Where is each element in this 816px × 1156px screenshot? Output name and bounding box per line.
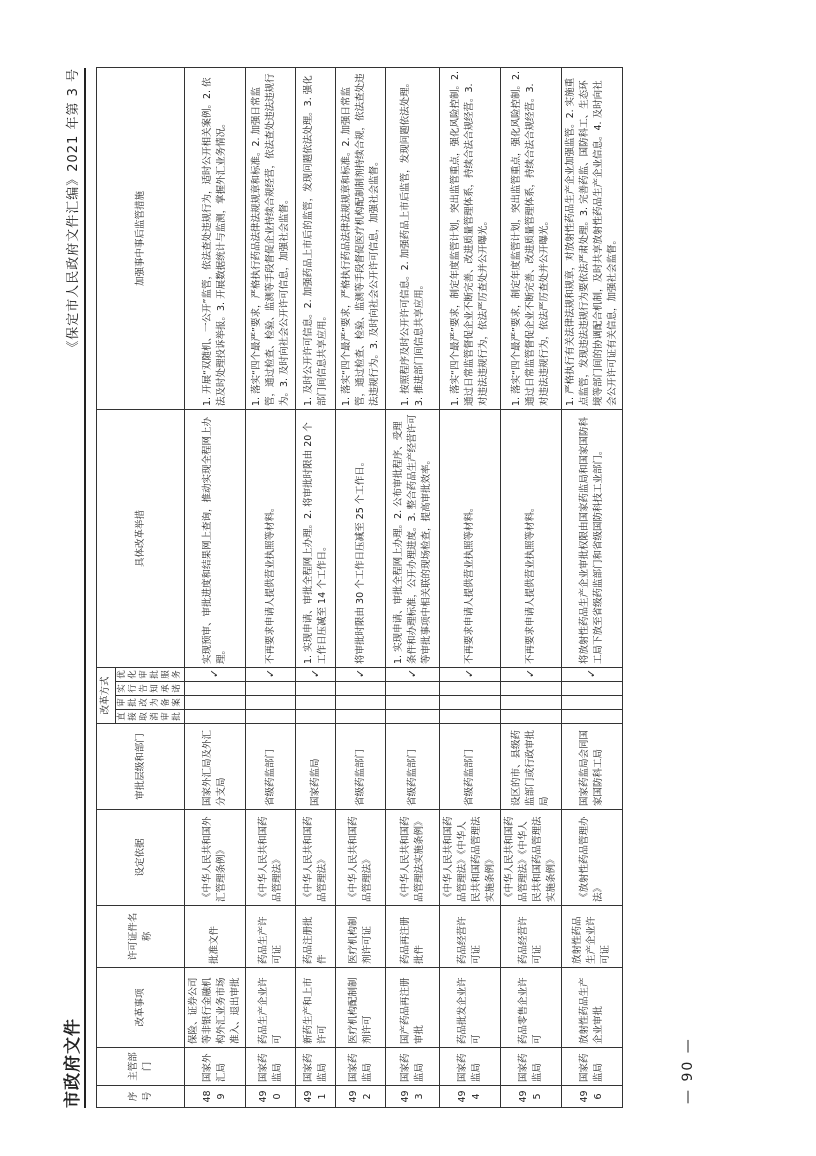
header-dept: 主管部门 xyxy=(97,1048,185,1086)
row-license: 批准文件 xyxy=(185,906,246,968)
row-item: 药品零售企业许可 xyxy=(501,968,562,1048)
row-basis: 《放射性药品管理办法》 xyxy=(562,810,623,906)
method-cancel-cell xyxy=(185,710,246,724)
row-level: 省级药监部门 xyxy=(386,724,440,810)
row-level: 国家外汇局及外汇分支局 xyxy=(185,724,246,810)
header-method-group: 改革方式 xyxy=(97,667,116,723)
reform-table xyxy=(96,67,623,1108)
row-supervision: 1. 落实“四个最严”要求，制定年度监管计划，突出监管重点，强化风险控制。2. 通过日常监管督促企业不断完善、改进质量管理体系，持续合法合规经营。3. 对违法违规行为，依法严厉查处并公开曝光。 xyxy=(440,67,501,409)
header-level: 审批层级和部门 xyxy=(97,724,185,810)
method-optimize-check: ✓ xyxy=(246,667,296,681)
method-optimize-check: ✓ xyxy=(501,667,562,681)
header-left-title: 市政府文件 xyxy=(63,1018,83,1108)
rotated-page xyxy=(58,68,698,1108)
row-number: 490 xyxy=(246,1086,296,1108)
row-supervision: 1. 及时公开许可信息。2. 加强药品上市后的监管，发现问题依法处理。3. 强化部门间信息共享应用。 xyxy=(296,67,336,409)
header-method-cancel: 直接取消审批 xyxy=(116,710,185,724)
table-row xyxy=(386,67,440,1107)
method-cancel-cell xyxy=(386,710,440,724)
row-supervision: 1. 落实“四个最严”要求，严格执行药品法律法规规章和标准。2. 加强日常监管，通过检查、检验、监测等手段督促医疗机构配制制剂持续合规，依法查处违法违规行为。3. 及时向社会公开许可信息，加强社会监督。 xyxy=(336,67,386,409)
row-dept: 国家外汇局 xyxy=(185,1048,246,1086)
header-method-promise: 实行告知承诺 xyxy=(116,682,185,696)
method-filing-cell xyxy=(386,696,440,710)
row-dept: 国家药监局 xyxy=(562,1048,623,1086)
method-promise-cell xyxy=(562,682,623,696)
method-filing-cell xyxy=(296,696,336,710)
row-measures: 将审批时限由 30 个工作日压减至 25 个工作日。 xyxy=(336,409,386,667)
row-license: 放射性药品生产企业许可证 xyxy=(562,906,623,968)
row-measures: 1. 实现申请、审批全程网上办理。2. 将审批时限由 20 个工作日压减至 14 个工作日。 xyxy=(296,409,336,667)
row-basis: 《中华人民共和国药品管理法》 xyxy=(336,810,386,906)
row-dept: 国家药监局 xyxy=(246,1048,296,1086)
row-supervision: 1. 落实“四个最严”要求，制定年度监管计划，突出监管重点，强化风险控制。2. 通过日常监管督促企业不断完善、改进质量管理体系，持续合法合规经营。3. 对违法违规行为，依法严厉查处并公开曝光。 xyxy=(501,67,562,409)
row-supervision: 1. 开展“双随机、一公开”监管，依法查处违规行为，适时公开相关案例。2. 依法及时处理投诉举报。3. 开展数据统计与监测，掌握外汇业务情况。 xyxy=(185,67,246,409)
method-optimize-check: ✓ xyxy=(562,667,623,681)
row-number: 494 xyxy=(440,1086,501,1108)
method-filing-cell xyxy=(336,696,386,710)
method-cancel-cell xyxy=(440,710,501,724)
table-row xyxy=(440,67,501,1107)
row-license: 药品经营许可证 xyxy=(440,906,501,968)
method-filing-cell xyxy=(501,696,562,710)
row-license: 药品注册批件 xyxy=(296,906,336,968)
method-promise-cell xyxy=(185,682,246,696)
row-item: 放射性药品生产企业审批 xyxy=(562,968,623,1048)
row-license: 药品经营许可证 xyxy=(501,906,562,968)
header-measures: 具体改革举措 xyxy=(97,409,185,667)
row-basis: 《中华人民共和国药品管理法》《中华人民共和国药品管理法实施条例》 xyxy=(501,810,562,906)
row-measures: 不再要求申请人提供营业执照等材料。 xyxy=(246,409,296,667)
method-promise-cell xyxy=(386,682,440,696)
method-promise-cell xyxy=(246,682,296,696)
method-cancel-cell xyxy=(336,710,386,724)
row-dept: 国家药监局 xyxy=(386,1048,440,1086)
row-item: 药品批发企业许可 xyxy=(440,968,501,1048)
header-basis: 设定依据 xyxy=(97,810,185,906)
header-no: 序号 xyxy=(97,1086,185,1108)
method-promise-cell xyxy=(296,682,336,696)
row-license: 药品再注册批件 xyxy=(386,906,440,968)
method-optimize-check: ✓ xyxy=(440,667,501,681)
row-item: 保险、证券公司等非银行金融机构外汇业务市场准入、退出审批 xyxy=(185,968,246,1048)
row-dept: 国家药监局 xyxy=(440,1048,501,1086)
row-number: 496 xyxy=(562,1086,623,1108)
row-supervision: 1. 落实“四个最严”要求，严格执行药品法律法规规章和标准。2. 加强日常监管，通过检查、检验、监测等手段督促企业持续合规经营，依法查处违法违规行为。3. 及时向社会公开许可信息，加强社会监督。 xyxy=(246,67,296,409)
row-dept: 国家药监局 xyxy=(336,1048,386,1086)
method-filing-cell xyxy=(562,696,623,710)
method-cancel-cell xyxy=(246,710,296,724)
method-promise-cell xyxy=(440,682,501,696)
method-cancel-cell xyxy=(562,710,623,724)
row-number: 495 xyxy=(501,1086,562,1108)
row-item: 新药生产和上市许可 xyxy=(296,968,336,1048)
header-rule xyxy=(84,68,86,1108)
row-measures: 1. 实现申请、审批全程网上办理。2. 公布审批程序、受理条件和办理标准，公开办理进度。3. 整合药品生产经营许可等审批事项中相关联的现场检查，提高审批效率。 xyxy=(386,409,440,667)
row-basis: 《中华人民共和国药品管理法实施条例》 xyxy=(386,810,440,906)
row-level: 省级药监部门 xyxy=(440,724,501,810)
row-level: 设区的市、县级药监部门或行政审批局 xyxy=(501,724,562,810)
row-basis: 《中华人民共和国药品管理法》《中华人民共和国药品管理法实施条例》 xyxy=(440,810,501,906)
row-number: 493 xyxy=(386,1086,440,1108)
method-promise-cell xyxy=(501,682,562,696)
page-number: — 90 — xyxy=(680,1037,696,1104)
row-license: 药品生产许可证 xyxy=(246,906,296,968)
row-number: 489 xyxy=(185,1086,246,1108)
table-row xyxy=(246,67,296,1107)
row-level: 国家药监局 xyxy=(296,724,336,810)
method-filing-cell xyxy=(246,696,296,710)
row-dept: 国家药监局 xyxy=(501,1048,562,1086)
row-supervision: 1. 按照程序及时公开许可信息。2. 加强药品上市后监管，发现问题依法处理。3. 推进部门间信息共享应用。 xyxy=(386,67,440,409)
row-dept: 国家药监局 xyxy=(296,1048,336,1086)
row-measures: 实现预审、审批进度和结果网上查询，推动实现全程网上办理。 xyxy=(185,409,246,667)
method-promise-cell xyxy=(336,682,386,696)
method-cancel-cell xyxy=(296,710,336,724)
row-number: 492 xyxy=(336,1086,386,1108)
method-optimize-check: ✓ xyxy=(336,667,386,681)
header-supervision: 加强事中事后监管措施 xyxy=(97,67,185,409)
header-method-optimize: 优化审批服务 xyxy=(116,667,185,681)
table-row xyxy=(336,67,386,1107)
method-optimize-check: ✓ xyxy=(185,667,246,681)
table-row xyxy=(185,67,246,1107)
header-method-filing: 审批改为备案 xyxy=(116,696,185,710)
table-row xyxy=(562,67,623,1107)
row-measures: 不再要求申请人提供营业执照等材料。 xyxy=(501,409,562,667)
row-item: 医疗机构配制制剂许可 xyxy=(336,968,386,1048)
row-level: 省级药监部门 xyxy=(336,724,386,810)
method-cancel-cell xyxy=(501,710,562,724)
row-basis: 《中华人民共和国外汇管理条例》 xyxy=(185,810,246,906)
row-level: 省级药监部门 xyxy=(246,724,296,810)
row-measures: 不再要求申请人提供营业执照等材料。 xyxy=(440,409,501,667)
row-item: 药品生产企业许可 xyxy=(246,968,296,1048)
table-row xyxy=(296,67,336,1107)
row-level: 国家药监局会同国家国防科工局 xyxy=(562,724,623,810)
method-optimize-check: ✓ xyxy=(386,667,440,681)
method-optimize-check: ✓ xyxy=(296,667,336,681)
header-right-title: 《保定市人民政府文件汇编》2021 年第 3 号 xyxy=(66,68,81,354)
row-item: 国产药品再注册审批 xyxy=(386,968,440,1048)
row-number: 491 xyxy=(296,1086,336,1108)
row-license: 医疗机构制剂许可证 xyxy=(336,906,386,968)
row-basis: 《中华人民共和国药品管理法》 xyxy=(296,810,336,906)
method-filing-cell xyxy=(440,696,501,710)
row-basis: 《中华人民共和国药品管理法》 xyxy=(246,810,296,906)
row-supervision: 1. 严格执行有关法律法规和规章，对放射性药品生产企业加强监管。2. 实施重点监管，发现违法违规行为要依法严肃处理。3. 完善药监、国防科工、生态环境等部门间的协调配合机制，及时共享放射性药品生产企业信息。4. 及时向社会公开许可证有关信息，加强社会监督。 xyxy=(562,67,623,409)
header-item: 改革事项 xyxy=(97,968,185,1048)
header-license: 许可证件名称 xyxy=(97,906,185,968)
row-measures: 将放射性药品生产企业审批权限由国家药监局和国家国防科工局下放至省级药监部门和省级国防科技工业部门。 xyxy=(562,409,623,667)
table-row xyxy=(501,67,562,1107)
method-filing-cell xyxy=(185,696,246,710)
